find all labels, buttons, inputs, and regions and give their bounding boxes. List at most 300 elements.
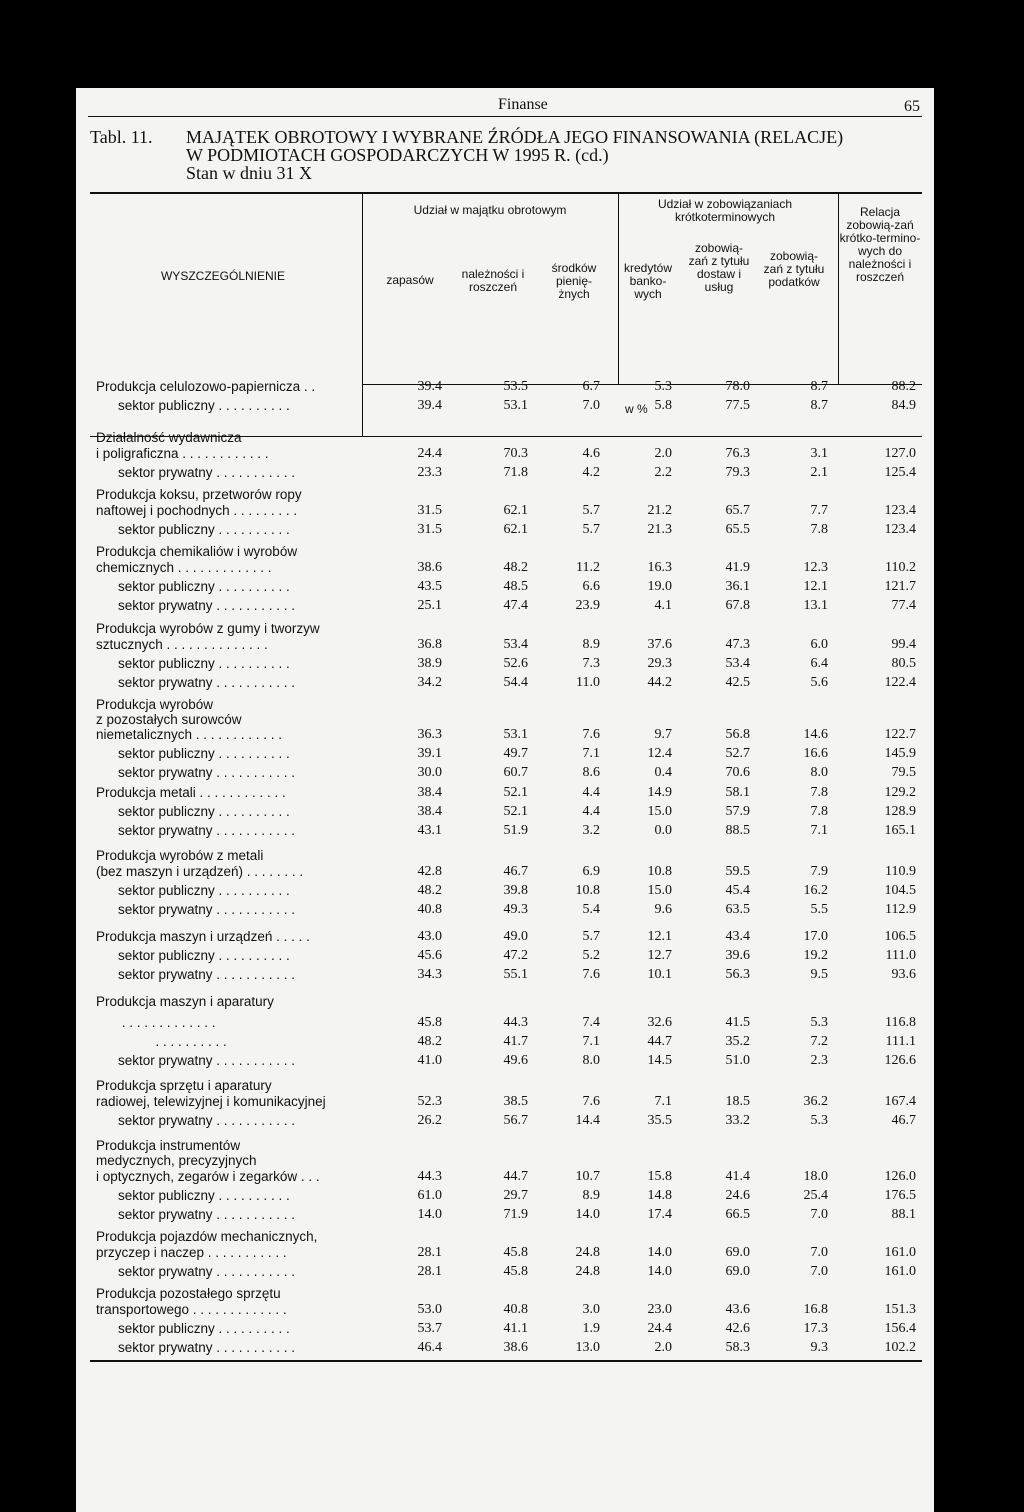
row-value: 16.8 (803, 1302, 828, 1317)
row-value: 14.9 (647, 785, 672, 800)
header-group-1: Udział w majątku obrotowym (413, 203, 567, 217)
row-label: . . . . . . . . . . (118, 1034, 227, 1049)
row-value: 46.7 (891, 1113, 916, 1128)
row-value: 28.1 (417, 1264, 442, 1279)
row-label: Produkcja instrumentów (96, 1138, 241, 1153)
row-value: 17.3 (803, 1321, 828, 1336)
row-value: 39.1 (417, 746, 442, 761)
row-value: 7.0 (582, 398, 600, 413)
row-value: 77.5 (725, 398, 750, 413)
row-label: sektor prywatny . . . . . . . . . . . (118, 1113, 296, 1128)
row-value: 11.0 (576, 675, 600, 690)
row-value: 7.9 (810, 864, 828, 879)
row-value: 5.4 (582, 902, 600, 917)
row-value: 26.2 (417, 1113, 442, 1128)
row-value: 12.1 (647, 929, 672, 944)
row-value: 10.8 (647, 864, 672, 879)
row-value: 76.3 (725, 446, 750, 461)
row-value: 59.5 (725, 864, 750, 879)
row-value: 69.0 (725, 1264, 750, 1279)
row-value: 57.9 (725, 804, 750, 819)
row-value: 31.5 (417, 522, 442, 537)
row-value: 56.7 (503, 1113, 528, 1128)
row-label: i optycznych, zegarów i zegarków . . . (96, 1169, 320, 1184)
row-value: 45.6 (417, 948, 442, 963)
row-value: 16.3 (647, 560, 672, 575)
row-value: 17.0 (803, 929, 828, 944)
row-value: 12.3 (803, 560, 828, 575)
page-number: 65 (904, 98, 920, 115)
row-value: 7.6 (582, 727, 600, 742)
row-value: 7.1 (582, 746, 600, 761)
header-col-naleznosci: należności i roszczeń (461, 267, 525, 294)
row-value: 4.4 (582, 785, 600, 800)
row-label: Produkcja wyrobów (96, 697, 214, 712)
title-line-3: Stan w dniu 31 X (186, 163, 312, 183)
header-group-2: Udział w zobowiązaniach krótkoterminowych (657, 197, 793, 224)
row-value: 47.2 (503, 948, 528, 963)
row-value: 8.9 (582, 637, 600, 652)
row-value: 70.3 (503, 446, 528, 461)
table-label: Tabl. 11. (90, 127, 153, 147)
row-value: 77.4 (891, 598, 916, 613)
section-title: Finanse (498, 96, 548, 113)
row-label: Produkcja maszyn i aparatury (96, 994, 274, 1009)
row-value: 161.0 (884, 1264, 916, 1279)
row-value: 38.4 (417, 785, 442, 800)
row-value: 29.7 (503, 1188, 528, 1203)
row-value: 99.4 (891, 637, 916, 652)
row-value: 18.5 (725, 1094, 750, 1109)
row-value: 41.7 (503, 1034, 528, 1049)
row-label: sektor publiczny . . . . . . . . . . (118, 656, 290, 671)
row-value: 9.6 (654, 902, 672, 917)
row-value: 43.6 (725, 1302, 750, 1317)
row-value: 112.9 (885, 902, 916, 917)
row-value: 40.8 (417, 902, 442, 917)
row-value: 24.8 (575, 1264, 600, 1279)
row-label: sektor publiczny . . . . . . . . . . (118, 398, 290, 413)
row-value: 14.0 (647, 1245, 672, 1260)
row-value: 4.2 (582, 465, 600, 480)
row-value: 2.1 (810, 465, 828, 480)
row-value: 93.6 (891, 967, 916, 982)
row-label: transportowego . . . . . . . . . . . . . (96, 1302, 287, 1317)
row-value: 145.9 (884, 746, 916, 761)
row-value: 6.7 (582, 379, 600, 394)
row-label: sektor publiczny . . . . . . . . . . (118, 522, 290, 537)
row-value: 40.8 (503, 1302, 528, 1317)
row-value: 43.0 (417, 929, 442, 944)
row-value: 7.8 (810, 804, 828, 819)
row-label: Produkcja wyrobów z gumy i tworzyw (96, 621, 320, 636)
row-value: 44.3 (503, 1015, 528, 1030)
row-value: 29.3 (647, 656, 672, 671)
row-value: 106.5 (884, 929, 916, 944)
row-value: 15.0 (647, 804, 672, 819)
row-value: 123.4 (884, 522, 916, 537)
row-value: 23.9 (575, 598, 600, 613)
row-value: 35.5 (647, 1113, 672, 1128)
row-value: 165.1 (884, 823, 916, 838)
row-value: 10.8 (575, 883, 600, 898)
row-value: 53.1 (503, 727, 528, 742)
row-value: 7.7 (810, 503, 828, 518)
row-value: 42.6 (725, 1321, 750, 1336)
row-value: 7.3 (582, 656, 600, 671)
row-value: 167.4 (884, 1094, 916, 1109)
row-label: Produkcja chemikaliów i wyrobów (96, 544, 298, 559)
row-value: 66.5 (725, 1207, 750, 1222)
row-label: Produkcja koksu, przetworów ropy (96, 487, 302, 502)
row-value: 88.1 (891, 1207, 916, 1222)
row-value: 111.1 (885, 1034, 916, 1049)
row-value: 35.2 (725, 1034, 750, 1049)
row-label: sektor prywatny . . . . . . . . . . . (118, 765, 296, 780)
row-value: 36.3 (417, 727, 442, 742)
row-value: 116.8 (885, 1015, 916, 1030)
row-value: 61.0 (417, 1188, 442, 1203)
row-value: 53.0 (417, 1302, 442, 1317)
row-value: 123.4 (884, 503, 916, 518)
row-value: 24.4 (647, 1321, 672, 1336)
row-label: Produkcja pozostałego sprzętu (96, 1286, 281, 1301)
row-value: 41.9 (725, 560, 750, 575)
row-value: 12.7 (647, 948, 672, 963)
row-value: 23.3 (417, 465, 442, 480)
row-value: 28.1 (417, 1245, 442, 1260)
row-value: 5.8 (654, 398, 672, 413)
row-value: 71.8 (503, 465, 528, 480)
row-value: 36.1 (725, 579, 750, 594)
row-label: sektor prywatny . . . . . . . . . . . (118, 902, 296, 917)
row-value: 58.1 (725, 785, 750, 800)
row-value: 7.8 (810, 522, 828, 537)
row-value: 38.6 (503, 1340, 528, 1355)
row-value: 24.4 (417, 446, 442, 461)
title-line-1: MAJĄTEK OBROTOWY I WYBRANE ŹRÓDŁA JEGO FINANSOWANIA (RELACJE) (186, 127, 844, 147)
row-value: 127.0 (884, 446, 916, 461)
row-value: 43.1 (417, 823, 442, 838)
row-value: 4.1 (654, 598, 672, 613)
header-col-relacja: Relacja zobowią-zań krótko-termino-wych do należności i roszczeń (839, 205, 921, 284)
row-value: 49.0 (503, 929, 528, 944)
row-value: 1.9 (582, 1321, 600, 1336)
row-value: 49.3 (503, 902, 528, 917)
row-label: sektor publiczny . . . . . . . . . . (118, 579, 290, 594)
row-value: 129.2 (884, 785, 916, 800)
row-value: 24.8 (575, 1245, 600, 1260)
header-col-zapasow: zapasów (386, 273, 434, 287)
row-value: 7.4 (582, 1015, 600, 1030)
row-value: 151.3 (884, 1302, 916, 1317)
row-value: 39.8 (503, 883, 528, 898)
row-value: 13.0 (575, 1340, 600, 1355)
row-value: 51.0 (725, 1053, 750, 1068)
row-label: Produkcja pojazdów mechanicznych, (96, 1229, 318, 1244)
row-value: 30.0 (417, 765, 442, 780)
row-value: 5.7 (582, 503, 600, 518)
row-value: 8.0 (810, 765, 828, 780)
row-value: 13.1 (803, 598, 828, 613)
row-value: 39.6 (725, 948, 750, 963)
row-value: 4.4 (582, 804, 600, 819)
row-value: 176.5 (884, 1188, 916, 1203)
row-value: 6.4 (810, 656, 828, 671)
row-value: 14.0 (575, 1207, 600, 1222)
row-value: 14.8 (647, 1188, 672, 1203)
row-value: 25.1 (417, 598, 442, 613)
row-value: 10.1 (647, 967, 672, 982)
row-value: 44.7 (503, 1169, 528, 1184)
row-value: 38.6 (417, 560, 442, 575)
row-value: 122.7 (884, 727, 916, 742)
row-value: 52.7 (725, 746, 750, 761)
row-value: 48.5 (503, 579, 528, 594)
row-label: sektor prywatny . . . . . . . . . . . (118, 1053, 296, 1068)
row-value: 34.2 (417, 675, 442, 690)
row-label: (bez maszyn i urządzeń) . . . . . . . . (96, 864, 304, 879)
header-first-col: WYSZCZEGÓLNIENIE (160, 269, 285, 283)
row-value: 33.2 (725, 1113, 750, 1128)
row-value: 39.4 (417, 379, 442, 394)
row-value: 42.5 (725, 675, 750, 690)
row-value: 53.5 (503, 379, 528, 394)
header-col-srodkow: środków pienię-żnych (551, 261, 597, 301)
row-value: 125.4 (884, 465, 916, 480)
row-value: 80.5 (891, 656, 916, 671)
row-value: 53.1 (503, 398, 528, 413)
row-value: 49.6 (503, 1053, 528, 1068)
row-label: chemicznych . . . . . . . . . . . . . (96, 560, 272, 575)
row-value: 2.0 (654, 1340, 672, 1355)
row-value: 56.8 (725, 727, 750, 742)
row-value: 46.7 (503, 864, 528, 879)
row-value: 5.6 (810, 675, 828, 690)
row-value: 19.2 (803, 948, 828, 963)
row-value: 41.4 (725, 1169, 750, 1184)
row-value: 9.3 (810, 1340, 828, 1355)
row-value: 7.2 (810, 1034, 828, 1049)
row-label: sztucznych . . . . . . . . . . . . . . (96, 637, 268, 652)
row-value: 5.7 (582, 522, 600, 537)
row-value: 47.4 (503, 598, 528, 613)
row-value: 36.8 (417, 637, 442, 652)
row-value: 8.0 (582, 1053, 600, 1068)
row-value: 88.5 (725, 823, 750, 838)
row-value: 23.0 (647, 1302, 672, 1317)
row-label: sektor prywatny . . . . . . . . . . . (118, 675, 296, 690)
row-value: 45.4 (725, 883, 750, 898)
row-value: 7.8 (810, 785, 828, 800)
row-value: 32.6 (647, 1015, 672, 1030)
unit-label: w % (625, 402, 648, 416)
row-value: 8.7 (810, 398, 828, 413)
row-value: 62.1 (503, 522, 528, 537)
row-value: 41.1 (503, 1321, 528, 1336)
row-value: 7.6 (582, 967, 600, 982)
document-page (76, 88, 934, 1512)
row-value: 11.2 (576, 560, 600, 575)
row-value: 2.3 (810, 1053, 828, 1068)
row-value: 4.6 (582, 446, 600, 461)
row-value: 84.9 (891, 398, 916, 413)
row-label: Produkcja metali . . . . . . . . . . . . (96, 785, 286, 800)
row-value: 36.2 (803, 1094, 828, 1109)
row-value: 6.0 (810, 637, 828, 652)
row-value: 52.3 (417, 1094, 442, 1109)
divider (838, 194, 839, 384)
row-value: 53.4 (503, 637, 528, 652)
running-header (88, 94, 922, 117)
row-value: 122.4 (884, 675, 916, 690)
row-value: 14.0 (647, 1264, 672, 1279)
row-value: 43.5 (417, 579, 442, 594)
row-label: przyczep i naczep . . . . . . . . . . . (96, 1245, 287, 1260)
row-value: 9.7 (654, 727, 672, 742)
row-label: Produkcja wyrobów z metali (96, 848, 264, 863)
row-label: Produkcja maszyn i urządzeń . . . . . (96, 929, 310, 944)
table-title (90, 128, 843, 182)
row-value: 53.4 (725, 656, 750, 671)
row-value: 48.2 (503, 560, 528, 575)
row-value: 43.4 (725, 929, 750, 944)
row-value: 15.8 (647, 1169, 672, 1184)
row-value: 45.8 (503, 1245, 528, 1260)
row-value: 78.0 (725, 379, 750, 394)
row-value: 14.5 (647, 1053, 672, 1068)
header-col-podatkow: zobowią-zań z tytułu podatków (763, 249, 825, 289)
row-value: 12.4 (647, 746, 672, 761)
row-value: 39.4 (417, 398, 442, 413)
row-value: 0.4 (654, 765, 672, 780)
row-value: 111.0 (885, 948, 916, 963)
row-label: sektor prywatny . . . . . . . . . . . (118, 598, 296, 613)
row-label: sektor prywatny . . . . . . . . . . . (118, 823, 296, 838)
row-value: 60.7 (503, 765, 528, 780)
row-label: sektor publiczny . . . . . . . . . . (118, 948, 290, 963)
row-label: sektor publiczny . . . . . . . . . . (118, 883, 290, 898)
row-label: medycznych, precyzyjnych (96, 1153, 257, 1168)
row-value: 8.7 (810, 379, 828, 394)
row-value: 5.3 (810, 1015, 828, 1030)
row-value: 5.5 (810, 902, 828, 917)
row-value: 3.0 (582, 1302, 600, 1317)
row-value: 45.8 (503, 1264, 528, 1279)
row-value: 38.9 (417, 656, 442, 671)
row-value: 52.6 (503, 656, 528, 671)
row-value: 44.2 (647, 675, 672, 690)
row-value: 51.9 (503, 823, 528, 838)
row-value: 110.9 (885, 864, 916, 879)
row-value: 24.6 (725, 1188, 750, 1203)
row-value: 71.9 (503, 1207, 528, 1222)
row-value: 104.5 (884, 883, 916, 898)
row-value: 16.6 (803, 746, 828, 761)
row-value: 12.1 (803, 579, 828, 594)
row-value: 14.4 (575, 1113, 600, 1128)
title-line-2: W PODMIOTACH GOSPODARCZYCH W 1995 R. (cd.) (186, 145, 609, 165)
row-value: 54.4 (503, 675, 528, 690)
row-label: i poligraficzna . . . . . . . . . . . . (96, 446, 269, 461)
row-value: 2.2 (654, 465, 672, 480)
row-label: sektor publiczny . . . . . . . . . . (118, 1321, 290, 1336)
row-label: Produkcja sprzętu i aparatury (96, 1078, 272, 1093)
row-value: 52.1 (503, 785, 528, 800)
row-value: 34.3 (417, 967, 442, 982)
row-label: Produkcja celulozowo-papiernicza . . (96, 379, 316, 394)
row-value: 3.2 (582, 823, 600, 838)
row-value: 14.6 (803, 727, 828, 742)
row-value: 3.1 (810, 446, 828, 461)
row-value: 8.9 (582, 1188, 600, 1203)
row-value: 38.4 (417, 804, 442, 819)
row-label: sektor publiczny . . . . . . . . . . (118, 804, 290, 819)
row-value: 7.0 (810, 1264, 828, 1279)
row-value: 38.5 (503, 1094, 528, 1109)
row-value: 48.2 (417, 883, 442, 898)
row-value: 19.0 (647, 579, 672, 594)
row-value: 52.1 (503, 804, 528, 819)
row-value: 47.3 (725, 637, 750, 652)
row-value: 49.7 (503, 746, 528, 761)
row-value: 45.8 (417, 1015, 442, 1030)
row-value: 161.0 (884, 1245, 916, 1260)
table-bottom-rule (90, 1360, 922, 1362)
row-value: 128.9 (884, 804, 916, 819)
row-value: 79.5 (891, 765, 916, 780)
row-value: 7.1 (654, 1094, 672, 1109)
row-value: 8.6 (582, 765, 600, 780)
row-value: 9.5 (810, 967, 828, 982)
row-label: sektor prywatny . . . . . . . . . . . (118, 967, 296, 982)
row-label: sektor prywatny . . . . . . . . . . . (118, 1264, 296, 1279)
row-value: 25.4 (803, 1188, 828, 1203)
row-value: 88.2 (891, 379, 916, 394)
row-label: z pozostałych surowców (96, 712, 242, 727)
row-label: Działalność wydawnicza (96, 430, 242, 445)
row-value: 16.2 (803, 883, 828, 898)
row-value: 0.0 (654, 823, 672, 838)
row-value: 31.5 (417, 503, 442, 518)
row-value: 55.1 (503, 967, 528, 982)
row-label: radiowej, telewizyjnej i komunikacyjnej (96, 1094, 326, 1109)
row-label: . . . . . . . . . . . . . (118, 1015, 216, 1030)
row-value: 121.7 (884, 579, 916, 594)
row-value: 56.3 (725, 967, 750, 982)
row-value: 41.0 (417, 1053, 442, 1068)
row-value: 21.2 (647, 503, 672, 518)
row-value: 5.3 (810, 1113, 828, 1128)
row-value: 15.0 (647, 883, 672, 898)
header-col-dostaw: zobowią-zań z tytułu dostaw i usług (688, 241, 750, 294)
row-value: 7.1 (810, 823, 828, 838)
row-value: 14.0 (417, 1207, 442, 1222)
row-label: sektor publiczny . . . . . . . . . . (118, 1188, 290, 1203)
row-value: 5.2 (582, 948, 600, 963)
row-value: 5.7 (582, 929, 600, 944)
row-value: 62.1 (503, 503, 528, 518)
row-value: 126.0 (884, 1169, 916, 1184)
row-value: 10.7 (575, 1169, 600, 1184)
row-label: sektor prywatny . . . . . . . . . . . (118, 1340, 296, 1355)
row-value: 41.5 (725, 1015, 750, 1030)
row-value: 67.8 (725, 598, 750, 613)
row-value: 7.1 (582, 1034, 600, 1049)
row-value: 102.2 (884, 1340, 916, 1355)
row-value: 58.3 (725, 1340, 750, 1355)
row-value: 21.3 (647, 522, 672, 537)
